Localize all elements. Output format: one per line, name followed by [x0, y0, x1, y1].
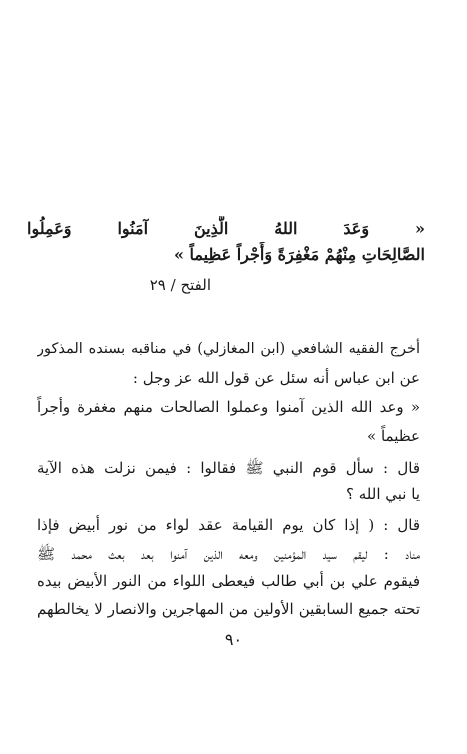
- verse-reference: الفتح / ٢٩: [149, 276, 211, 294]
- body-line-2: عن ابن عباس أنه سئل عن قول الله عز وجل :: [132, 369, 420, 387]
- body-line-6: يا نبي الله ؟: [346, 485, 420, 503]
- body-line-9: فيقوم علي بن أبي طالب فيعطى اللواء من النور الأبيض بيده: [37, 572, 420, 590]
- body-line-8: مناد : ليقم سيد المؤمنين ومعه الذين آمنوا بعد بعث محمد ﷺ: [37, 545, 420, 563]
- body-line-5: قال : سأل قوم النبي ﷺ فقالوا : فيمن نزلت هذه الآية: [37, 459, 420, 477]
- body-line-10: تحته جميع السابقين الأولين من المهاجرين والانصار لا يخالطهم: [37, 600, 420, 618]
- verse-line-1: « وَعَدَ اللهُ الَّذِينَ آمَنُوا وَعَمِلُوا: [27, 219, 425, 238]
- verse-line-2: الصَّالِحَاتِ مِنْهُمْ مَغْفِرَةً وَأَجْراً عَظِيماً »: [173, 245, 425, 264]
- body-line-7: قال : ( إذا كان يوم القيامة عقد لواء من نور أبيض فإذا: [37, 516, 420, 534]
- page-number: ٩٠: [224, 630, 243, 649]
- body-line-3: « وعد الله الذين آمنوا وعملوا الصالحات منهم مغفرة وأجراً: [37, 398, 420, 416]
- body-line-1: أخرج الفقيه الشافعي (ابن المغازلي) في مناقبه بسنده المذكور: [37, 341, 420, 357]
- body-line-4: عظيماً »: [367, 427, 420, 445]
